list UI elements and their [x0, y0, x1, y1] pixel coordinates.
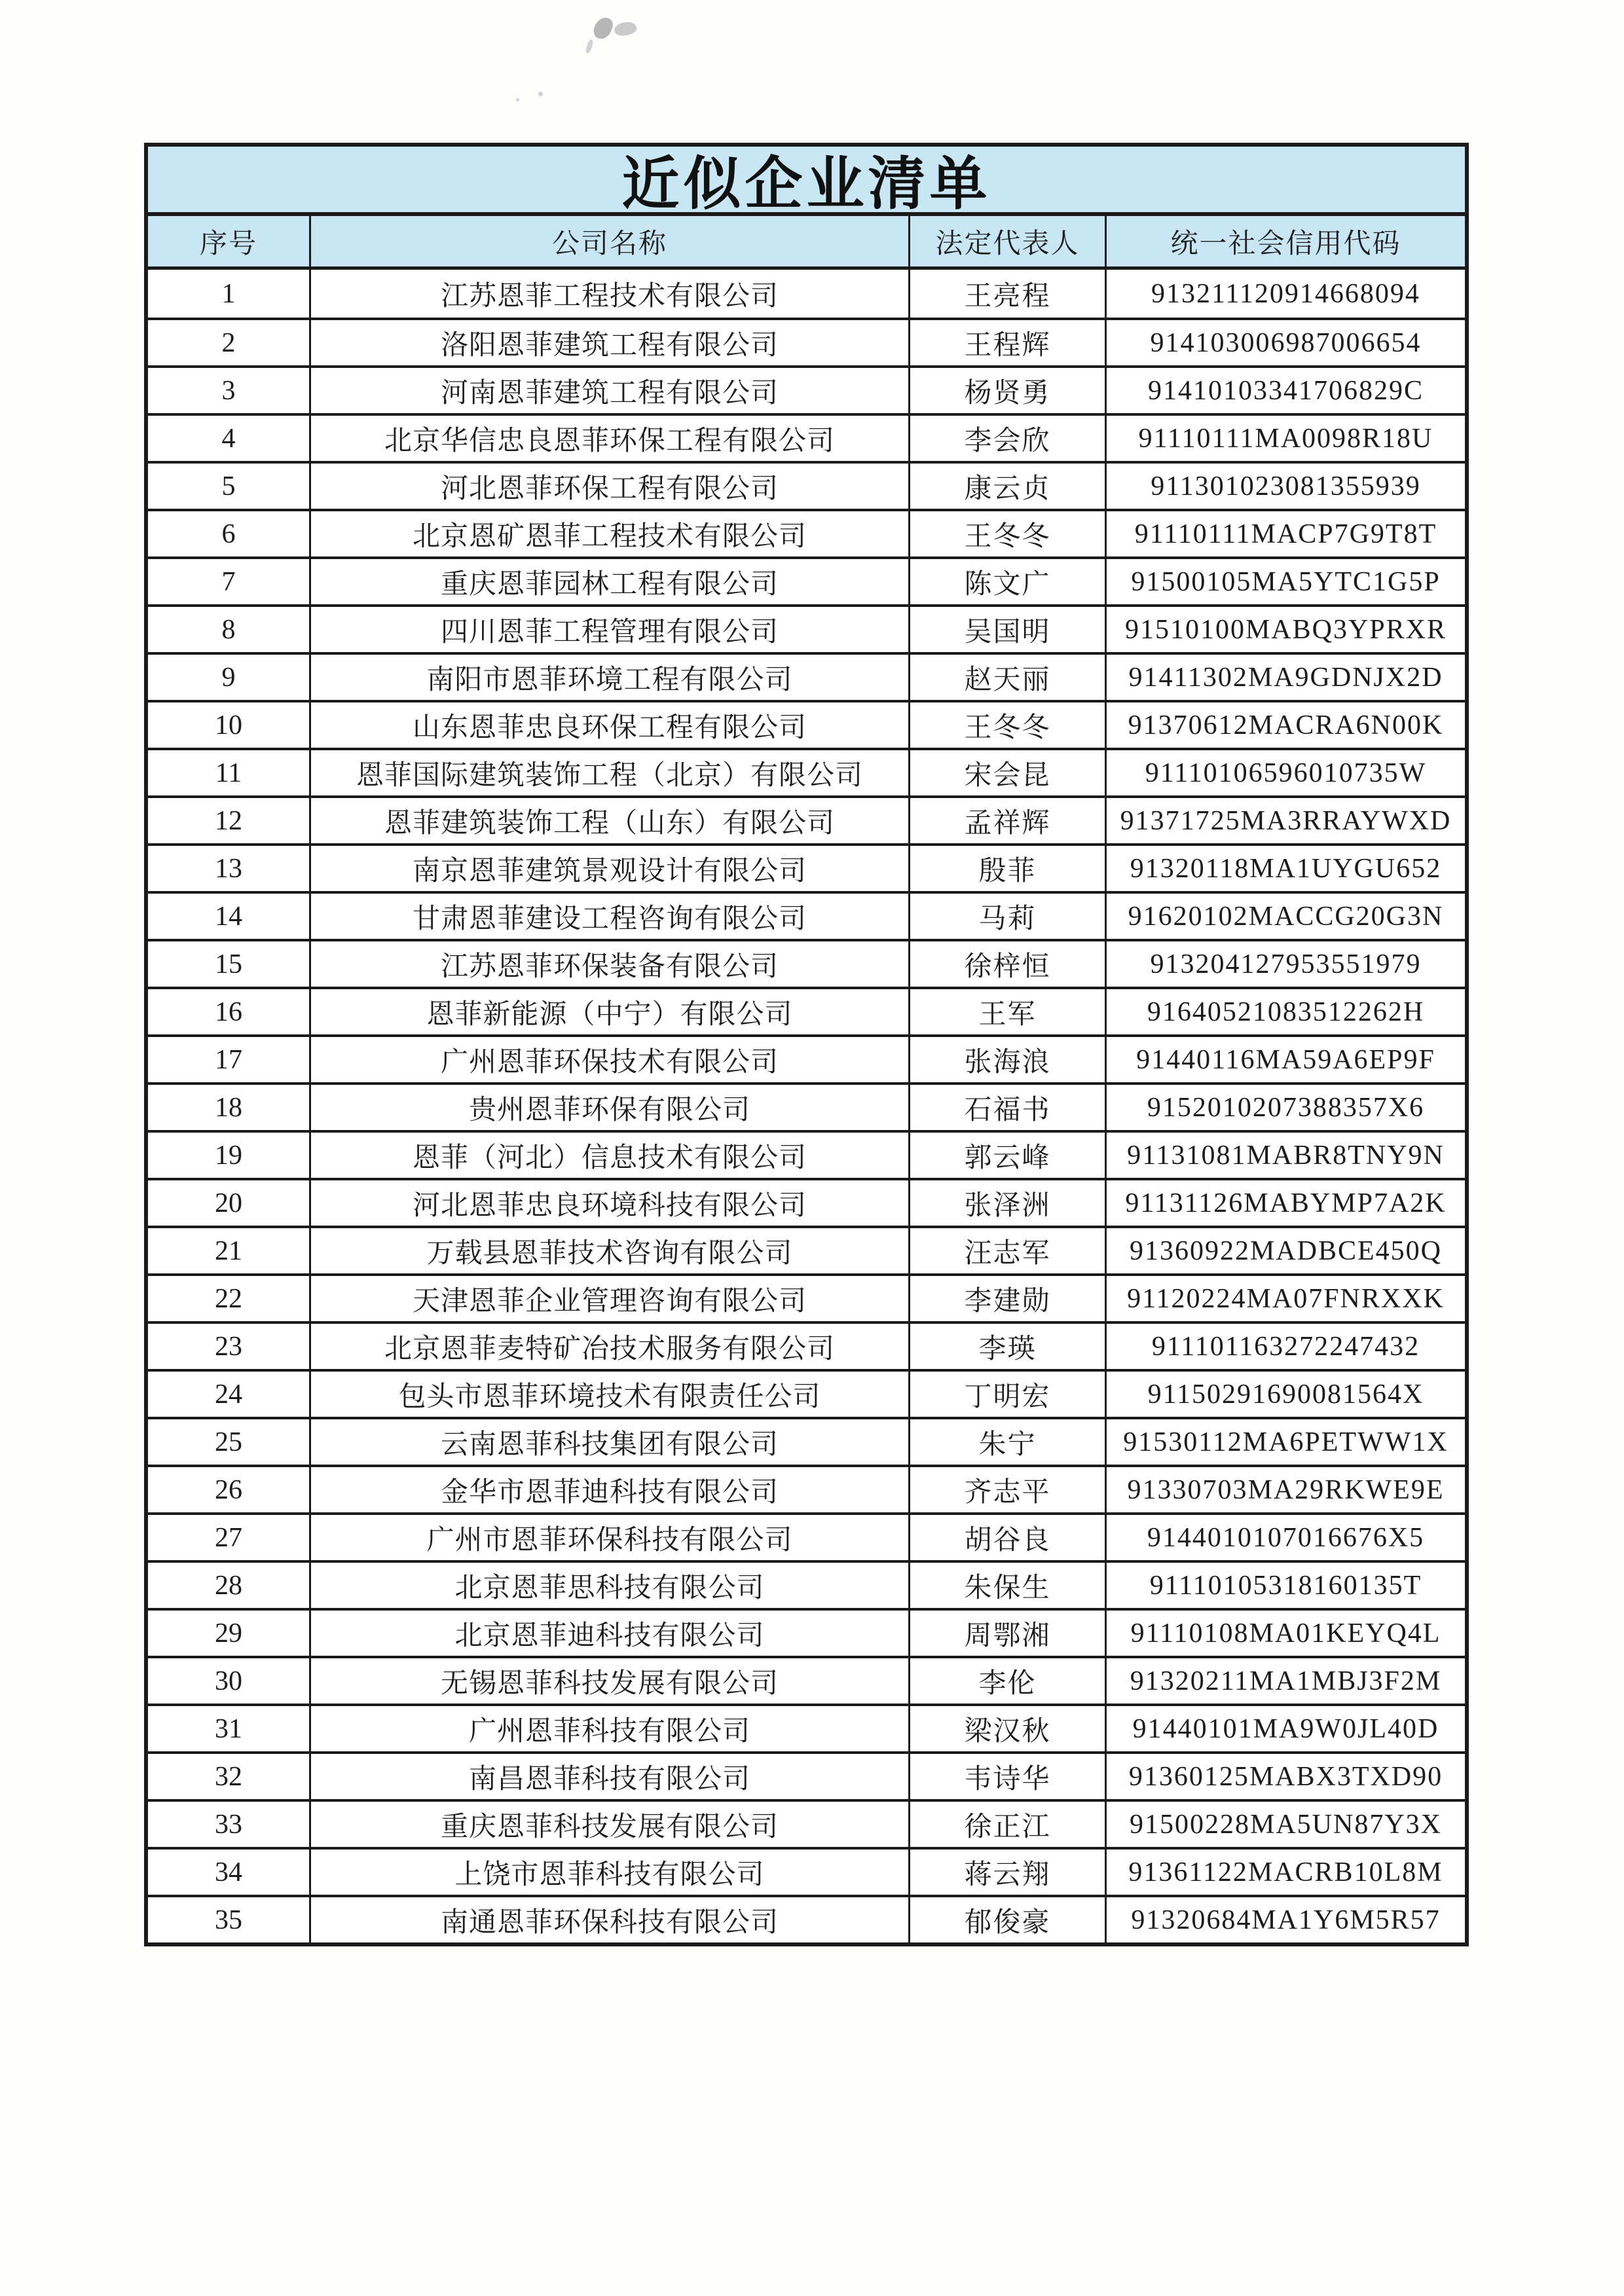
- cell-legal-representative: 殷菲: [908, 846, 1105, 891]
- cell-company-name: 上饶市恩菲科技有限公司: [309, 1850, 908, 1895]
- cell-index: 14: [215, 901, 242, 932]
- table-header-row: [148, 216, 1465, 270]
- cell-legal-representative: 郭云峰: [908, 1133, 1105, 1178]
- cell-legal-representative: 徐梓恒: [908, 941, 1105, 987]
- table-row: [148, 843, 1465, 891]
- table-body: [148, 270, 1465, 1942]
- cell-credit-code: 91150291690081564X: [1105, 1372, 1465, 1417]
- cell-credit-code: 91110105318160135T: [1105, 1563, 1465, 1608]
- cell-index: 16: [215, 996, 242, 1027]
- cell-credit-code: 91371725MA3RRAYWXD: [1105, 798, 1465, 843]
- scan-smudge: [591, 14, 616, 41]
- cell-index: 27: [215, 1522, 242, 1553]
- cell-credit-code: 91110111MACP7G9T8T: [1105, 511, 1465, 556]
- cell-credit-code: 91620102MACCG20G3N: [1105, 894, 1465, 939]
- cell-credit-code: 9152010207388357X6: [1105, 1085, 1465, 1130]
- cell-index: 31: [215, 1713, 242, 1744]
- cell-company-name: 天津恩菲企业管理咨询有限公司: [309, 1276, 908, 1321]
- cell-index: 2: [221, 327, 236, 358]
- cell-legal-representative: 徐正江: [908, 1802, 1105, 1847]
- cell-legal-representative: 齐志平: [908, 1467, 1105, 1512]
- table-row: [148, 700, 1465, 748]
- cell-index: 19: [215, 1140, 242, 1171]
- table-row: [148, 1799, 1465, 1847]
- table-row: [148, 556, 1465, 604]
- cell-credit-code: 91120224MA07FNRXXK: [1105, 1276, 1465, 1321]
- cell-legal-representative: 梁汉秋: [908, 1706, 1105, 1751]
- table-row: [148, 1321, 1465, 1369]
- table-row: [148, 1082, 1465, 1130]
- cell-legal-representative: 李伦: [908, 1658, 1105, 1704]
- cell-legal-representative: 杨贤勇: [908, 368, 1105, 413]
- cell-company-name: 北京华信忠良恩菲环保工程有限公司: [309, 416, 908, 461]
- column-header-index: 序号: [199, 228, 257, 259]
- cell-credit-code: 91500228MA5UN87Y3X: [1105, 1802, 1465, 1847]
- cell-index: 10: [215, 710, 242, 740]
- cell-company-name: 包头市恩菲环境技术有限责任公司: [309, 1372, 908, 1417]
- table-row: [148, 891, 1465, 939]
- cell-credit-code: 91510100MABQ3YPRXR: [1105, 607, 1465, 652]
- cell-index: 26: [215, 1474, 242, 1505]
- cell-index: 23: [215, 1331, 242, 1362]
- cell-company-name: 北京恩菲思科技有限公司: [309, 1563, 908, 1608]
- cell-legal-representative: 孟祥辉: [908, 798, 1105, 843]
- table-row: [148, 1847, 1465, 1895]
- cell-credit-code: 91110106596010735W: [1105, 750, 1465, 795]
- cell-company-name: 贵州恩菲环保有限公司: [309, 1085, 908, 1130]
- table-row: [148, 1560, 1465, 1608]
- cell-credit-code: 91360125MABX3TXD90: [1105, 1754, 1465, 1799]
- cell-index: 17: [215, 1044, 242, 1075]
- cell-legal-representative: 赵天丽: [908, 655, 1105, 700]
- cell-credit-code: 91640521083512262H: [1105, 989, 1465, 1034]
- cell-credit-code: 91440116MA59A6EP9F: [1105, 1037, 1465, 1082]
- cell-index: 1: [221, 278, 236, 309]
- scan-smudge: [613, 20, 638, 38]
- cell-company-name: 金华市恩菲迪科技有限公司: [309, 1467, 908, 1512]
- cell-legal-representative: 胡谷良: [908, 1515, 1105, 1560]
- cell-legal-representative: 郁俊豪: [908, 1897, 1105, 1942]
- cell-index: 12: [215, 805, 242, 836]
- cell-company-name: 河北恩菲环保工程有限公司: [309, 464, 908, 509]
- cell-company-name: 山东恩菲忠良环保工程有限公司: [309, 702, 908, 748]
- table-row: [148, 795, 1465, 843]
- cell-legal-representative: 朱宁: [908, 1419, 1105, 1465]
- cell-company-name: 南昌恩菲科技有限公司: [309, 1754, 908, 1799]
- cell-index: 33: [215, 1809, 242, 1840]
- cell-company-name: 北京恩菲麦特矿冶技术服务有限公司: [309, 1324, 908, 1369]
- cell-index: 4: [221, 423, 236, 454]
- cell-legal-representative: 康云贞: [908, 464, 1105, 509]
- cell-legal-representative: 吴国明: [908, 607, 1105, 652]
- cell-company-name: 江苏恩菲工程技术有限公司: [309, 270, 908, 318]
- cell-credit-code: 91320684MA1Y6M5R57: [1105, 1897, 1465, 1942]
- cell-company-name: 恩菲建筑装饰工程（山东）有限公司: [309, 798, 908, 843]
- cell-company-name: 南通恩菲环保科技有限公司: [309, 1897, 908, 1942]
- cell-company-name: 重庆恩菲园林工程有限公司: [309, 559, 908, 604]
- table-row: [148, 509, 1465, 556]
- table-row: [148, 987, 1465, 1034]
- cell-index: 22: [215, 1283, 242, 1314]
- table-row: [148, 604, 1465, 652]
- table-row: [148, 1034, 1465, 1082]
- cell-index: 7: [221, 566, 236, 597]
- cell-credit-code: 911301023081355939: [1105, 464, 1465, 509]
- cell-credit-code: 91320118MA1UYGU652: [1105, 846, 1465, 891]
- cell-company-name: 云南恩菲科技集团有限公司: [309, 1419, 908, 1465]
- cell-index: 24: [215, 1379, 242, 1410]
- cell-credit-code: 91110108MA01KEYQ4L: [1105, 1611, 1465, 1656]
- cell-legal-representative: 韦诗华: [908, 1754, 1105, 1799]
- table-row: [148, 270, 1465, 318]
- cell-index: 18: [215, 1092, 242, 1123]
- cell-index: 6: [221, 519, 236, 549]
- cell-company-name: 广州市恩菲环保科技有限公司: [309, 1515, 908, 1560]
- cell-legal-representative: 陈文广: [908, 559, 1105, 604]
- table-row: [148, 1130, 1465, 1178]
- cell-legal-representative: 蒋云翔: [908, 1850, 1105, 1895]
- cell-company-name: 洛阳恩菲建筑工程有限公司: [309, 320, 908, 365]
- cell-company-name: 万载县恩菲技术咨询有限公司: [309, 1228, 908, 1273]
- cell-company-name: 恩菲新能源（中宁）有限公司: [309, 989, 908, 1034]
- table-row: [148, 939, 1465, 987]
- cell-company-name: 北京恩矿恩菲工程技术有限公司: [309, 511, 908, 556]
- cell-credit-code: 91360922MADBCE450Q: [1105, 1228, 1465, 1273]
- cell-credit-code: 91131126MABYMP7A2K: [1105, 1180, 1465, 1226]
- cell-credit-code: 913204127953551979: [1105, 941, 1465, 987]
- cell-company-name: 甘肃恩菲建设工程咨询有限公司: [309, 894, 908, 939]
- table-row: [148, 1465, 1465, 1512]
- table-row: [148, 413, 1465, 461]
- cell-index: 28: [215, 1570, 242, 1601]
- table-row: [148, 1704, 1465, 1751]
- cell-legal-representative: 王亮程: [908, 270, 1105, 318]
- table-row: [148, 461, 1465, 509]
- cell-credit-code: 91320211MA1MBJ3F2M: [1105, 1658, 1465, 1704]
- scan-speck: [516, 98, 519, 101]
- cell-index: 3: [221, 375, 236, 406]
- cell-legal-representative: 李建勋: [908, 1276, 1105, 1321]
- table-row: [148, 1608, 1465, 1656]
- table-row: [148, 652, 1465, 700]
- cell-legal-representative: 李会欣: [908, 416, 1105, 461]
- cell-company-name: 四川恩菲工程管理有限公司: [309, 607, 908, 652]
- cell-legal-representative: 汪志军: [908, 1228, 1105, 1273]
- table-row: [148, 1226, 1465, 1273]
- cell-index: 29: [215, 1618, 242, 1649]
- cell-legal-representative: 丁明宏: [908, 1372, 1105, 1417]
- column-header-legal-representative: 法定代表人: [908, 216, 1105, 266]
- table-row: [148, 748, 1465, 795]
- scan-smudge: [585, 39, 594, 54]
- table-row: [148, 1895, 1465, 1942]
- cell-credit-code: 91110111MA0098R18U: [1105, 416, 1465, 461]
- scan-speck: [538, 92, 543, 96]
- column-header-company-name: 公司名称: [309, 216, 908, 266]
- table-row: [148, 1512, 1465, 1560]
- cell-index: 5: [221, 471, 236, 501]
- cell-index: 15: [215, 949, 242, 979]
- cell-credit-code: 9144010107016676X5: [1105, 1515, 1465, 1560]
- cell-index: 34: [215, 1857, 242, 1887]
- cell-legal-representative: 王冬冬: [908, 702, 1105, 748]
- table-row: [148, 1751, 1465, 1799]
- cell-credit-code: 91500105MA5YTC1G5P: [1105, 559, 1465, 604]
- cell-index: 9: [221, 662, 236, 693]
- table-row: [148, 1273, 1465, 1321]
- cell-index: 13: [215, 853, 242, 884]
- cell-index: 20: [215, 1188, 242, 1218]
- cell-legal-representative: 周鄂湘: [908, 1611, 1105, 1656]
- table-row: [148, 1656, 1465, 1704]
- cell-credit-code: 913211120914668094: [1105, 270, 1465, 318]
- table-row: [148, 1417, 1465, 1465]
- similar-companies-table: [144, 143, 1469, 1946]
- cell-credit-code: 91530112MA6PETWW1X: [1105, 1419, 1465, 1465]
- cell-legal-representative: 石福书: [908, 1085, 1105, 1130]
- cell-company-name: 北京恩菲迪科技有限公司: [309, 1611, 908, 1656]
- cell-legal-representative: 朱保生: [908, 1563, 1105, 1608]
- cell-company-name: 南阳市恩菲环境工程有限公司: [309, 655, 908, 700]
- cell-credit-code: 914103006987006654: [1105, 320, 1465, 365]
- cell-index: 30: [215, 1666, 242, 1696]
- column-header-unified-social-credit-code: 统一社会信用代码: [1105, 216, 1465, 266]
- cell-credit-code: 911101163272247432: [1105, 1324, 1465, 1369]
- cell-index: 25: [215, 1427, 242, 1457]
- cell-credit-code: 91410103341706829C: [1105, 368, 1465, 413]
- cell-company-name: 河南恩菲建筑工程有限公司: [309, 368, 908, 413]
- cell-company-name: 恩菲（河北）信息技术有限公司: [309, 1133, 908, 1178]
- table-row: [148, 1369, 1465, 1417]
- cell-index: 8: [221, 614, 236, 645]
- cell-index: 21: [215, 1235, 242, 1266]
- cell-company-name: 南京恩菲建筑景观设计有限公司: [309, 846, 908, 891]
- table-row: [148, 318, 1465, 365]
- cell-company-name: 河北恩菲忠良环境科技有限公司: [309, 1180, 908, 1226]
- cell-legal-representative: 王军: [908, 989, 1105, 1034]
- cell-company-name: 无锡恩菲科技发展有限公司: [309, 1658, 908, 1704]
- cell-legal-representative: 王冬冬: [908, 511, 1105, 556]
- cell-legal-representative: 宋会昆: [908, 750, 1105, 795]
- cell-legal-representative: 张海浪: [908, 1037, 1105, 1082]
- table-row: [148, 1178, 1465, 1226]
- cell-credit-code: 91330703MA29RKWE9E: [1105, 1467, 1465, 1512]
- cell-credit-code: 91361122MACRB10L8M: [1105, 1850, 1465, 1895]
- cell-company-name: 重庆恩菲科技发展有限公司: [309, 1802, 908, 1847]
- cell-company-name: 广州恩菲科技有限公司: [309, 1706, 908, 1751]
- cell-credit-code: 91440101MA9W0JL40D: [1105, 1706, 1465, 1751]
- cell-credit-code: 91411302MA9GDNJX2D: [1105, 655, 1465, 700]
- cell-company-name: 广州恩菲环保技术有限公司: [309, 1037, 908, 1082]
- cell-legal-representative: 张泽洲: [908, 1180, 1105, 1226]
- cell-legal-representative: 李瑛: [908, 1324, 1105, 1369]
- table-title: 近似企业清单: [148, 147, 1465, 216]
- cell-legal-representative: 马莉: [908, 894, 1105, 939]
- cell-credit-code: 91370612MACRA6N00K: [1105, 702, 1465, 748]
- cell-company-name: 恩菲国际建筑装饰工程（北京）有限公司: [309, 750, 908, 795]
- cell-credit-code: 91131081MABR8TNY9N: [1105, 1133, 1465, 1178]
- cell-index: 35: [215, 1904, 242, 1935]
- table-row: [148, 365, 1465, 413]
- cell-index: 11: [215, 757, 242, 788]
- cell-index: 32: [215, 1761, 242, 1792]
- cell-company-name: 江苏恩菲环保装备有限公司: [309, 941, 908, 987]
- cell-legal-representative: 王程辉: [908, 320, 1105, 365]
